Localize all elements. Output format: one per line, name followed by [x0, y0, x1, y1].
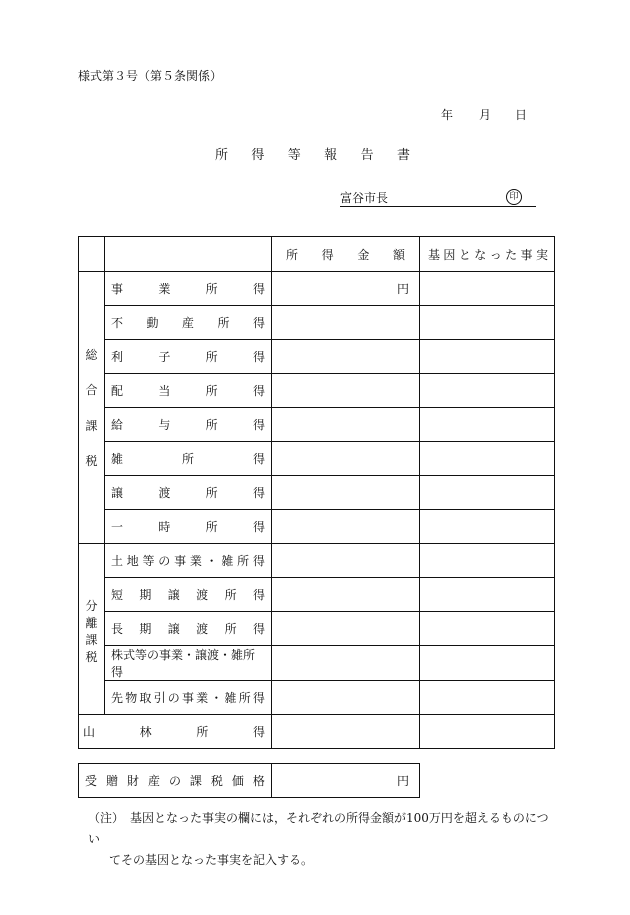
sogo-kazei-label: 総 合 課 税: [79, 272, 105, 544]
date-month-label: 月: [479, 108, 492, 122]
amount-input[interactable]: [272, 544, 420, 578]
date-year-label: 年: [441, 108, 454, 122]
title-char: 所: [215, 148, 229, 163]
row-label-jigyo: 事 業 所 得: [105, 272, 272, 306]
amount-input[interactable]: [272, 272, 420, 306]
fact-input[interactable]: [420, 442, 555, 476]
header-blank-cell: [105, 237, 272, 272]
fact-input[interactable]: [420, 510, 555, 544]
table-row: [79, 340, 555, 374]
table-row: [79, 764, 420, 798]
row-label-kyuyo: 給 与 所 得: [105, 408, 272, 442]
row-label-tochi: 土 地 等 の 事 業 ・ 雑 所 得: [105, 544, 272, 578]
table-row: [79, 612, 555, 646]
title-char: 書: [396, 148, 410, 163]
fact-input[interactable]: [420, 306, 555, 340]
table-row: [79, 715, 555, 749]
amount-input[interactable]: [272, 510, 420, 544]
table-row: [79, 510, 555, 544]
header-fact: 基 因 と な っ た 事 実: [420, 237, 555, 272]
addressee-line: [340, 189, 536, 207]
amount-input[interactable]: [272, 612, 420, 646]
amount-input[interactable]: [272, 442, 420, 476]
title-char: 報: [324, 148, 338, 163]
fact-input[interactable]: [420, 408, 555, 442]
date-day-label: 日: [515, 108, 528, 122]
document-title: [215, 144, 410, 163]
table-row: [79, 442, 555, 476]
footnote-line-1: （注） 基因となった事実の欄には，それぞれの所得金額が100万円を超えるものについ: [88, 811, 549, 846]
row-label-zatsu: 雑 所 得: [105, 442, 272, 476]
header-blank-cell: [79, 237, 105, 272]
header-amount: 所 得 金 額: [272, 237, 420, 272]
amount-input[interactable]: [272, 476, 420, 510]
amount-input[interactable]: [272, 340, 420, 374]
row-label-sanrin: 山 林 所 得: [79, 715, 272, 749]
title-char: 得: [251, 148, 265, 163]
fact-input[interactable]: [420, 715, 555, 749]
fact-input[interactable]: [420, 612, 555, 646]
amount-input[interactable]: [272, 715, 420, 749]
fact-input[interactable]: [420, 646, 555, 681]
row-label-ichiji: 一 時 所 得: [105, 510, 272, 544]
amount-input[interactable]: [272, 306, 420, 340]
row-label-tanki: 短 期 譲 渡 所 得: [105, 578, 272, 612]
table-row: [79, 374, 555, 408]
footnote-line-2: てその基因となった事実を記入する。: [109, 853, 314, 867]
table-row: [79, 544, 555, 578]
footnote: [88, 808, 558, 871]
seal-mark: 印: [506, 189, 522, 205]
title-char: 等: [287, 148, 301, 163]
fact-input[interactable]: [420, 544, 555, 578]
amount-input[interactable]: [272, 578, 420, 612]
title-char: 告: [360, 148, 374, 163]
fact-input[interactable]: [420, 476, 555, 510]
fact-input[interactable]: [420, 578, 555, 612]
amount-input[interactable]: [272, 408, 420, 442]
amount-input[interactable]: [272, 374, 420, 408]
gift-amount-input[interactable]: [272, 764, 420, 798]
fact-input[interactable]: [420, 272, 555, 306]
addressee-name: 富谷市長: [340, 191, 389, 205]
amount-input[interactable]: [272, 681, 420, 715]
bunri-kazei-label: 分 離 課 税: [79, 544, 105, 715]
table-row: [79, 272, 555, 306]
income-report-table: [78, 236, 555, 749]
row-label-choki: 長 期 譲 渡 所 得: [105, 612, 272, 646]
fact-input[interactable]: [420, 374, 555, 408]
table-row: [79, 408, 555, 442]
row-label-fudosan: 不 動 産 所 得: [105, 306, 272, 340]
table-row: [79, 578, 555, 612]
row-label-rishi: 利 子 所 得: [105, 340, 272, 374]
yen-unit: 円: [396, 282, 409, 296]
table-header-row: [79, 237, 555, 272]
row-label-kabushiki: 株式等の事業・譲渡・雑所得: [105, 646, 272, 681]
table-row: [79, 306, 555, 340]
row-label-haito: 配 当 所 得: [105, 374, 272, 408]
amount-input[interactable]: [272, 646, 420, 681]
fact-input[interactable]: [420, 681, 555, 715]
table-row: [79, 646, 555, 681]
table-row: [79, 681, 555, 715]
table-row: [79, 476, 555, 510]
row-label-joto: 譲 渡 所 得: [105, 476, 272, 510]
yen-unit: 円: [396, 774, 409, 788]
gift-property-label: 受 贈 財 産 の 課 税 価 格: [79, 764, 272, 798]
form-number: 様式第３号（第５条関係）: [78, 69, 223, 83]
gift-property-table: [78, 763, 420, 798]
fact-input[interactable]: [420, 340, 555, 374]
row-label-sakimono: 先 物 取 引 の 事 業 ・ 雑 所 得: [105, 681, 272, 715]
